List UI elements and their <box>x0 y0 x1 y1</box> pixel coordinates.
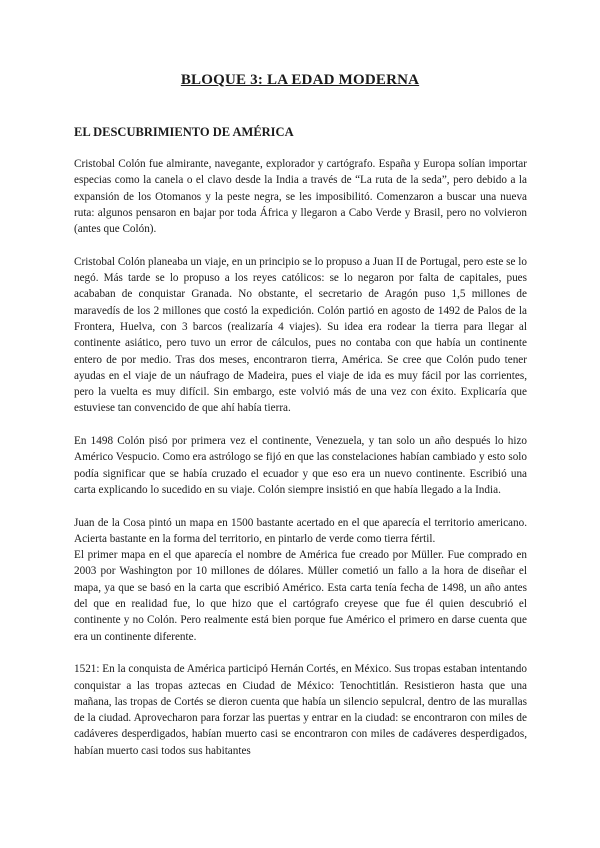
paragraph: En 1498 Colón pisó por primera vez el continente, Venezuela, y tan solo un año después lo hizo Américo Vespucio. Como era astrólogo se fijó en que las constelaciones habían cambiado y esto solo podía significar que se había cruzado el ecuador y que eso era un nuevo continente. Escribió una carta explicando lo sucedido en su viaje. Colón siempre insistió en que había llegado a la India. <box>74 435 527 496</box>
page-title: BLOQUE 3: LA EDAD MODERNA <box>180 72 420 88</box>
paragraph: Cristobal Colón planeaba un viaje, en un principio se lo propuso a Juan II de Portugal, pero este se lo negó. Más tarde se lo propuso a los reyes católicos: se lo negaron por falta de capitales, pues acababan de conquistar Granada. No obstante, el secretario de Aragón puso 1,5 millones de maravedís de los 2 millones que costó la expedición. Colón partió en agosto de 1492 de Palos de la Frontera, Huelva, con 3 barcos (realizaría 4 viajes). Su idea era rodear la tierra para llegar al continente asiático, pero tuvo un error de cálculos, pues no contaba con que había un continente entero de por medio. Tras dos meses, encontraron tierra, América. Se cree que Colón pudo tener ayudas en el viaje de un náufrago de Madeira, pues el viaje de ida es muy fácil por las corrientes, pero la vuelta es muy difícil. Sin embargo, este volvió más de una vez con éxito. Explicaría que estuviese tan convencido de que ahí había tierra. <box>74 255 527 415</box>
body-text <box>74 156 527 775</box>
paragraph: Cristobal Colón fue almirante, navegante, explorador y cartógrafo. España y Europa solían importar especias como la canela o el clavo desde la India a través de “La ruta de la seda”, pero debido a la expansión de los Otomanos y la peste negra, se les imposibilitó. Comenzaron a buscar una nueva ruta: algunos pensaron en bajar por toda África y llegaron a Cabo Verde y Brasil, pero no volvieron (antes que Colón). <box>74 158 527 236</box>
paragraph: Juan de la Cosa pintó un mapa en 1500 bastante acertado en el que aparecía el territorio americano. Acierta bastante en la forma del territorio, en pintarlo de verde como tierra fértil. <box>74 516 527 545</box>
paragraph: El primer mapa en el que aparecía el nombre de América fue creado por Müller. Fue comprado en 2003 por Washington por 10 millones de dólares. Müller cometió un fallo a la hora de diseñar el mapa, ya que se basó en la carta que escribió Américo. Esta carta tenía fecha de 1498, un año antes del que en realidad fue, lo que hizo que el cartógrafo creyese que fue él quien descubrió el continente y no Colón. Pero realmente está bien porque fue Américo el primero en darse cuenta que era un continente diferente. <box>74 549 527 643</box>
section-heading: EL DESCUBRIMIENTO DE AMÉRICA <box>74 125 294 139</box>
paragraph: 1521: En la conquista de América participó Hernán Cortés, en México. Sus tropas estaban intentando conquistar a las tropas aztecas en Ciudad de México: Tenochtitlán. Resistieron hasta que una mañana, las tropas de Cortés se dieron cuenta que había un silencio sepulcral, dentro de las murallas de la ciudad. Aprovecharon para forzar las puertas y entrar en la ciudad: se encontraron con miles de cadáveres desperdigados, habían muerto casi se encontraron con miles de cadáveres desperdigados, habían muerto casi todos sus habitantes <box>74 663 527 757</box>
